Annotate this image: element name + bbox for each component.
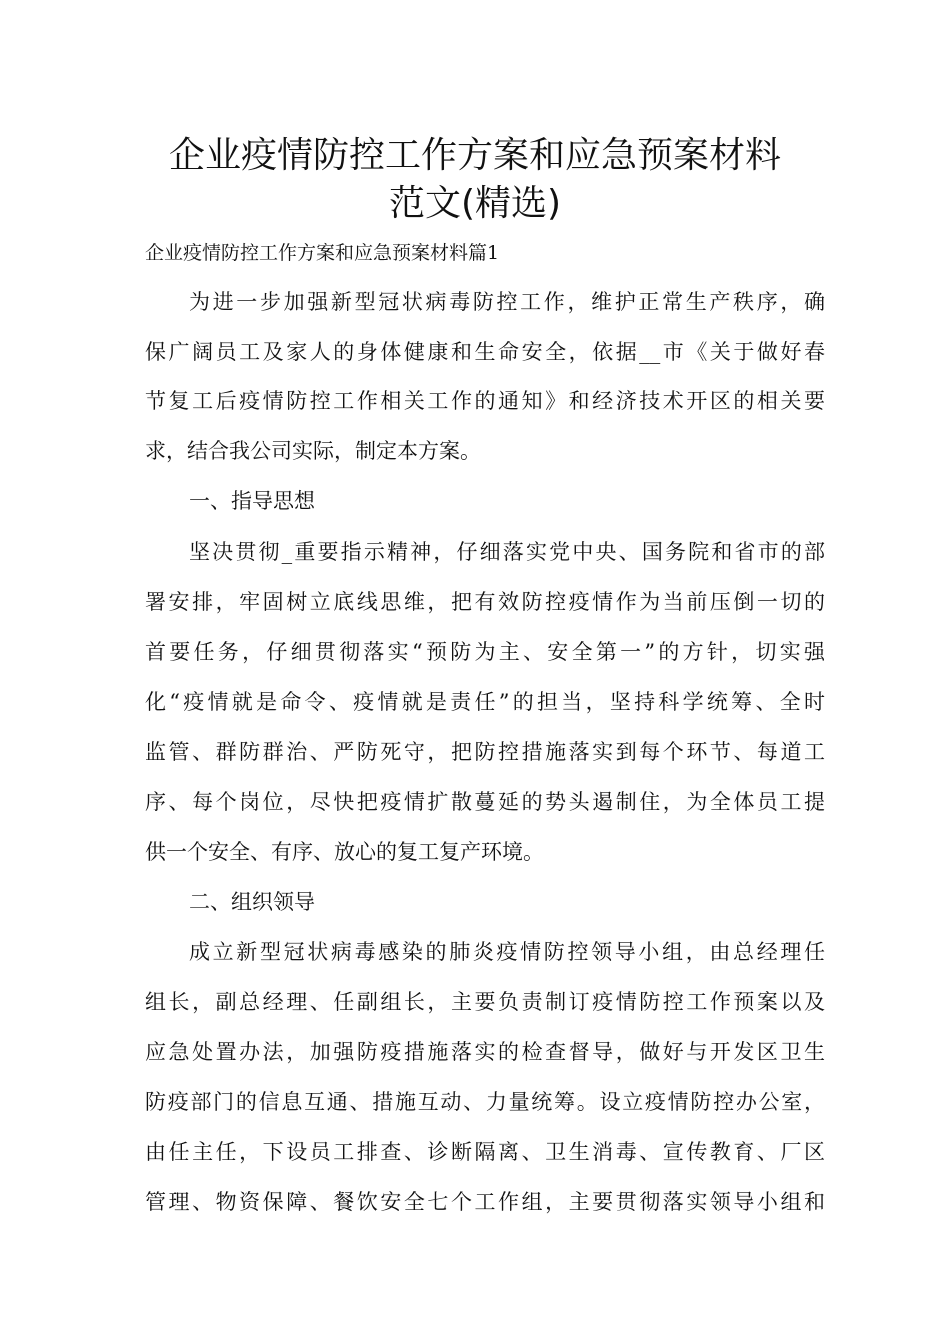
paragraph-3-line: 应急处置办法，加强防疫措施落实的检查督导，做好与开发区卫生 xyxy=(145,1040,825,1064)
document-title-line-1: 企业疫情防控工作方案和应急预案材料 xyxy=(168,135,781,176)
paragraph-3-line: 管理、物资保障、餐饮安全七个工作组，主要贯彻落实领导小组和 xyxy=(145,1190,825,1214)
document-title-line-2: 范文(精选) xyxy=(388,183,562,224)
paragraph-1-line: 求，结合我公司实际，制定本方案。 xyxy=(145,439,481,463)
document-subtitle: 企业疫情防控工作方案和应急预案材料篇1 xyxy=(145,242,500,264)
paragraph-3-line: 由任主任，下设员工排查、诊断隔离、卫生消毒、宣传教育、厂区 xyxy=(145,1140,825,1164)
paragraph-3-line: 组长，副总经理、任副组长，主要负责制订疫情防控工作预案以及 xyxy=(145,990,825,1014)
paragraph-2-line: 坚决贯彻_重要指示精神，仔细落实党中央、国务院和省市的部 xyxy=(189,540,825,564)
paragraph-2-line: 序、每个岗位，尽快把疫情扩散蔓延的势头遏制住，为全体员工提 xyxy=(145,790,825,814)
paragraph-2-line: 化“疫情就是命令、疫情就是责任”的担当，坚持科学统筹、全时 xyxy=(145,690,825,714)
paragraph-2-line: 署安排，牢固树立底线思维，把有效防控疫情作为当前压倒一切的 xyxy=(145,590,825,614)
paragraph-1-line: 保广阔员工及家人的身体健康和生命安全，依据__市《关于做好春 xyxy=(145,340,825,364)
paragraph-1-line: 节复工后疫情防控工作相关工作的通知》和经济技术开区的相关要 xyxy=(145,389,825,413)
paragraph-2-line: 供一个安全、有序、放心的复工复产环境。 xyxy=(145,840,544,864)
paragraph-2-line: 首要任务，仔细贯彻落实“预防为主、安全第一”的方针，切实强 xyxy=(145,640,825,664)
paragraph-3-line: 防疫部门的信息互通、措施互动、力量统筹。设立疫情防控办公室， xyxy=(145,1090,825,1114)
paragraph-1-line: 为进一步加强新型冠状病毒防控工作，维护正常生产秩序，确 xyxy=(189,290,825,314)
section-heading-organization: 二、组织领导 xyxy=(189,890,315,914)
section-heading-guiding-ideology: 一、指导思想 xyxy=(189,489,315,513)
paragraph-2-line: 监管、群防群治、严防死守，把防控措施落实到每个环节、每道工 xyxy=(145,740,825,764)
paragraph-3-line: 成立新型冠状病毒感染的肺炎疫情防控领导小组，由总经理任 xyxy=(189,940,825,964)
